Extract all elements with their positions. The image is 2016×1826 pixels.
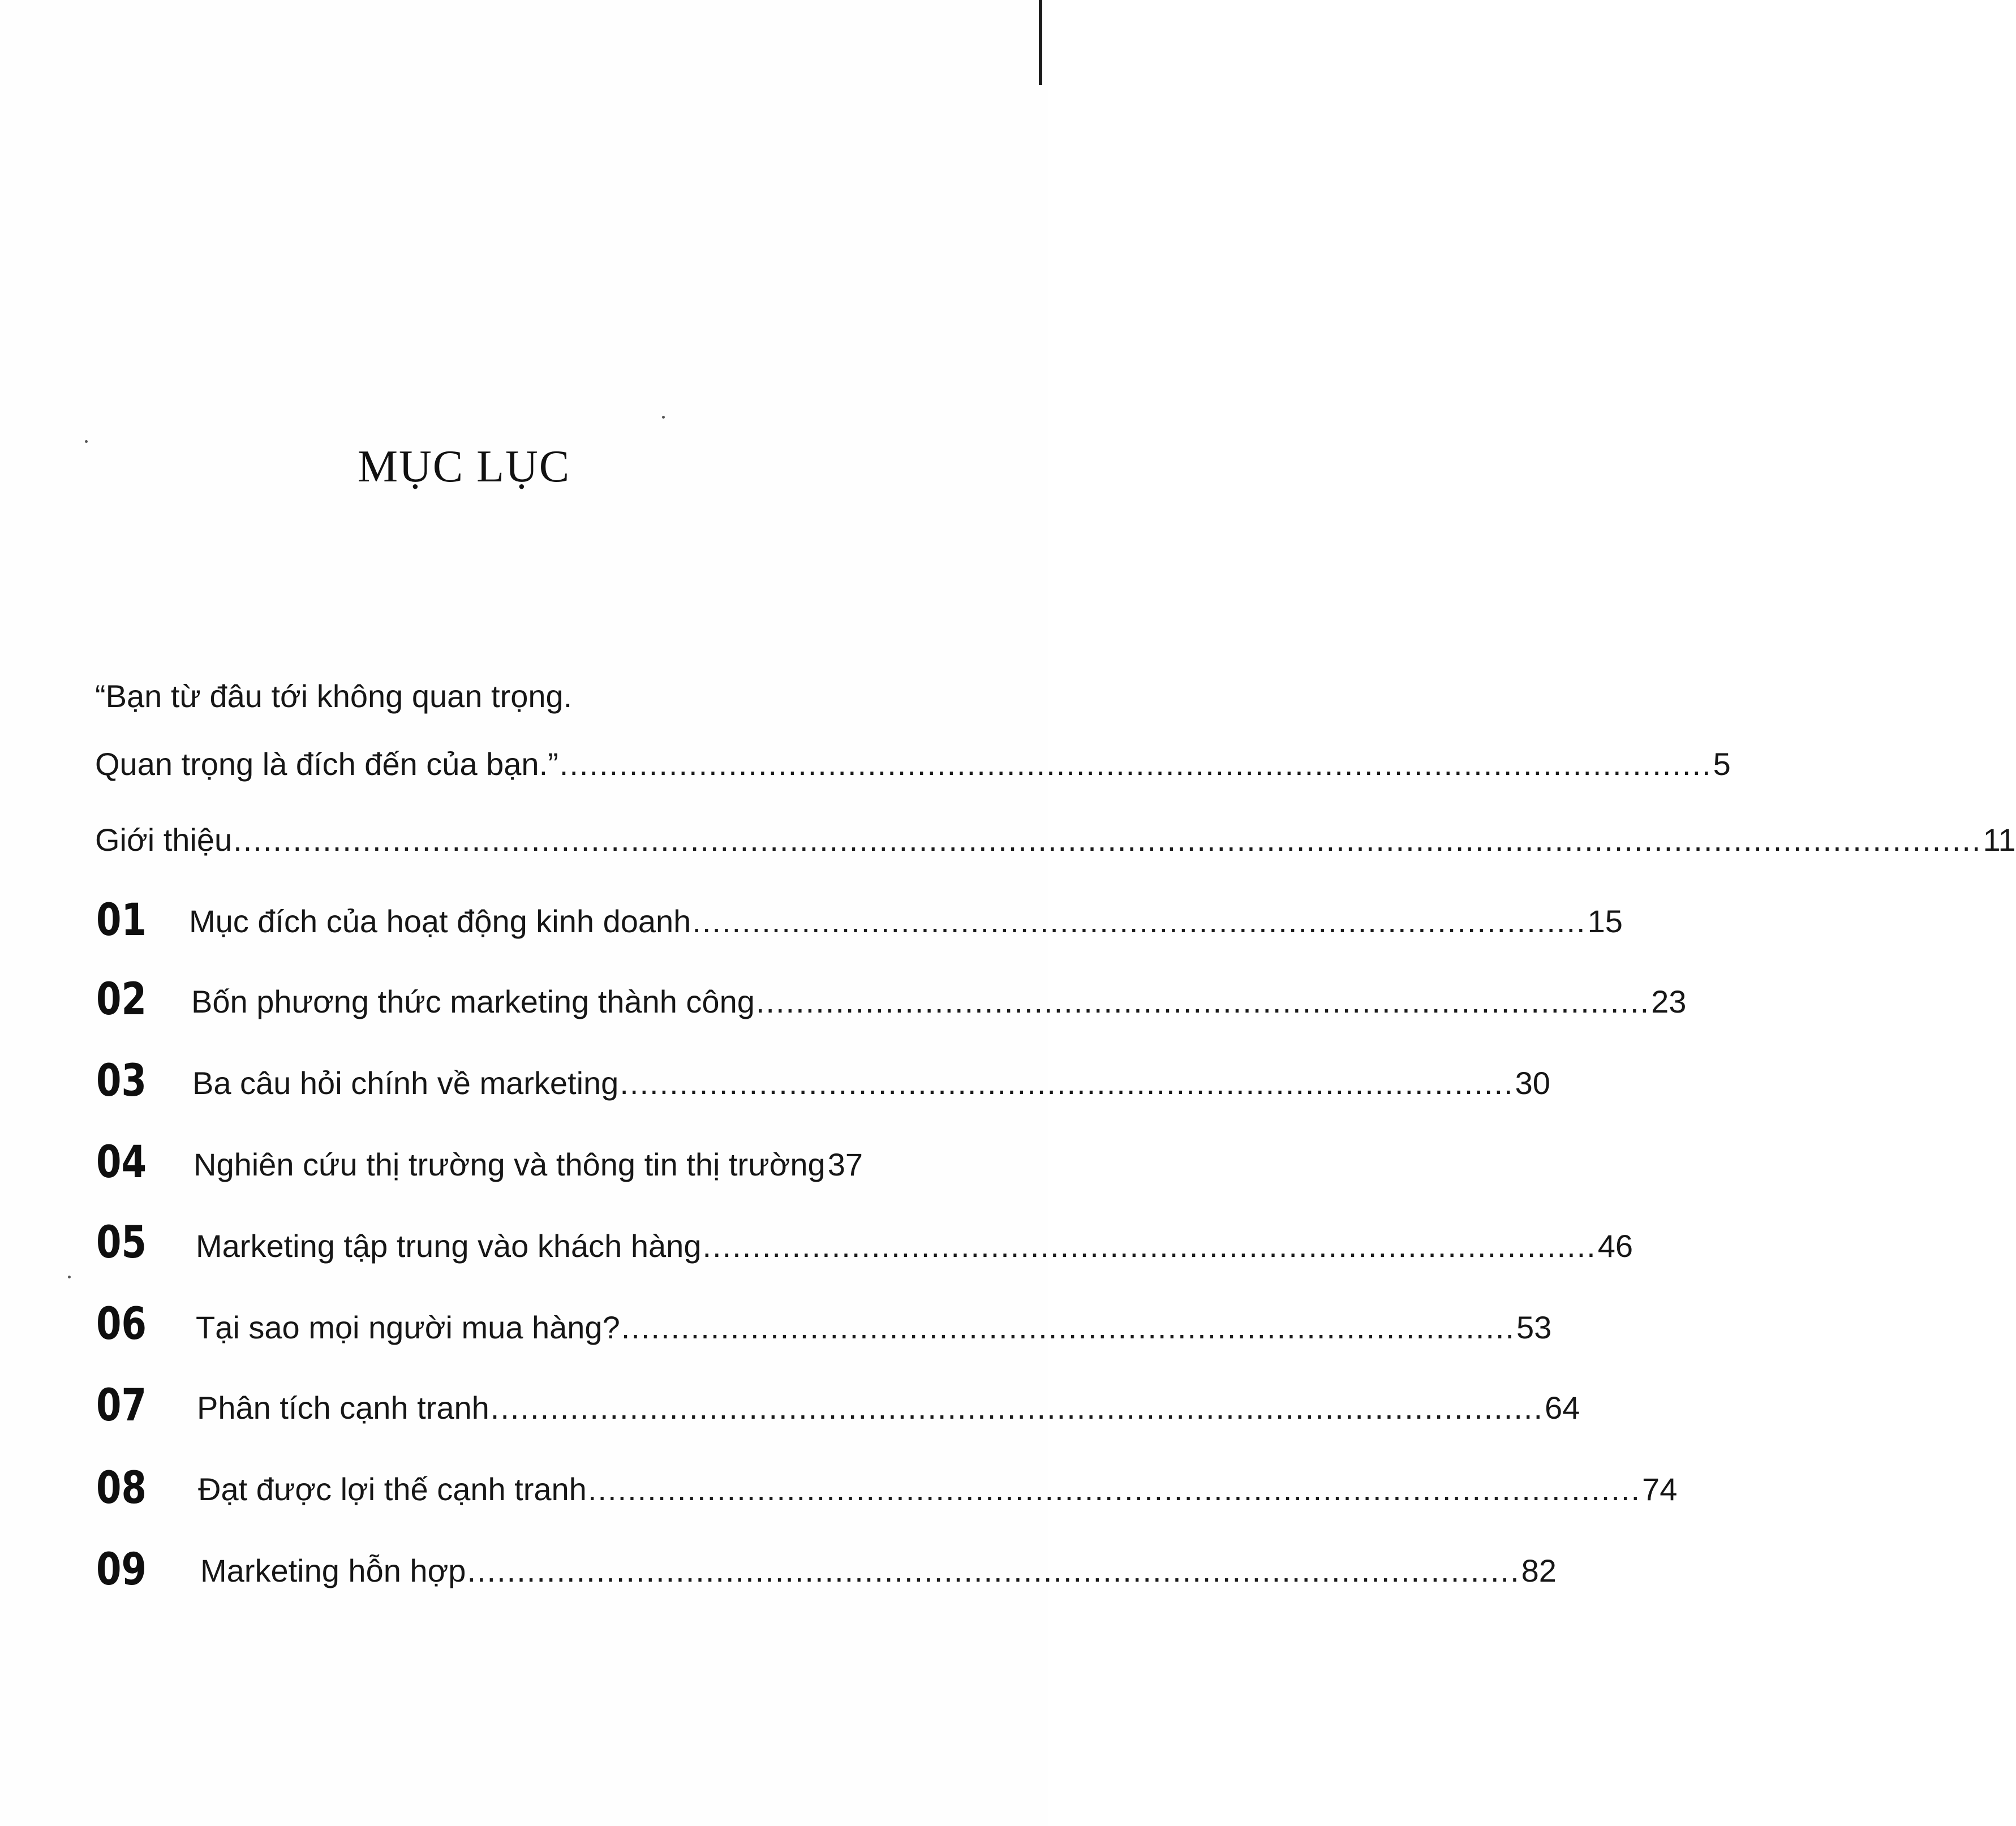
chapter-number: 07 (96, 1380, 147, 1431)
toc-chapter-row[interactable] (197, 1389, 1580, 1426)
chapter-number: 01 (96, 895, 147, 946)
leader-dots: ................................................................................................................................................................................ (233, 822, 1982, 858)
chapter-page: 74 (1642, 1471, 1678, 1507)
chapter-number: 05 (96, 1217, 147, 1268)
chapter-number: 03 (96, 1056, 147, 1106)
toc-chapter-row[interactable] (198, 1471, 1678, 1508)
chapter-title: Marketing tập trung vào khách hàng (196, 1228, 702, 1264)
chapter-title: Ba câu hỏi chính về marketing (192, 1065, 619, 1101)
leader-dots: .......................................................................................... (755, 984, 1650, 1019)
scan-speck (68, 1276, 71, 1278)
chapter-page: 37 (827, 1147, 863, 1182)
toc-intro-label: Giới thiệu (95, 822, 233, 858)
chapter-title: Phân tích cạnh tranh (197, 1390, 489, 1426)
toc-chapter-row[interactable] (192, 1065, 1550, 1101)
toc-quote-page: 5 (1713, 746, 1731, 782)
chapter-page: 82 (1521, 1553, 1557, 1588)
chapter-number: 06 (96, 1299, 147, 1350)
leader-dots: .......................................................................................................... (587, 1471, 1641, 1507)
chapter-page: 64 (1545, 1390, 1580, 1426)
toc-chapter-row[interactable] (189, 903, 1623, 940)
chapter-title: Bốn phương thức marketing thành công (191, 984, 755, 1019)
leader-dots: .......................................................................................................... (467, 1553, 1520, 1588)
leader-dots: .......................................................................................................... (490, 1390, 1544, 1426)
toc-chapter-row[interactable] (196, 1309, 1552, 1346)
chapter-title: Nghiên cứu thị trường và thông tin thị trường (194, 1147, 826, 1182)
chapter-title: Tại sao mọi người mua hàng? (196, 1310, 620, 1345)
toc-intro-row[interactable] (95, 821, 2016, 858)
chapter-title: Đạt được lợi thế cạnh tranh (198, 1471, 587, 1507)
leader-dots: .......................................................................................... (620, 1065, 1514, 1101)
page-edge-shadow (1039, 0, 1042, 85)
chapter-number: 08 (96, 1463, 147, 1514)
toc-quote-row[interactable] (95, 746, 1731, 782)
leader-dots: .................................................................................................................... (559, 746, 1712, 782)
toc-intro-page: 11 (1983, 822, 2016, 858)
toc-quote-line-1: “Bạn từ đâu tới không quan trọng. (95, 678, 573, 714)
chapter-page: 23 (1651, 984, 1687, 1019)
toc-quote-line-2: Quan trọng là đích đến của bạn.” (95, 746, 558, 782)
chapter-page: 53 (1516, 1310, 1552, 1345)
chapter-number: 02 (96, 974, 147, 1025)
chapter-number: 04 (96, 1137, 147, 1188)
chapter-title: Marketing hỗn hợp (200, 1553, 466, 1588)
toc-heading: MỤC LỤC (357, 442, 571, 492)
chapter-page: 46 (1597, 1228, 1634, 1264)
chapter-number: 09 (96, 1544, 147, 1595)
chapter-page: 30 (1515, 1065, 1550, 1101)
toc-chapter-row[interactable] (196, 1228, 1634, 1264)
leader-dots: .......................................................................................... (702, 1228, 1597, 1264)
scan-speck (662, 416, 665, 419)
toc-chapter-row[interactable] (191, 983, 1687, 1020)
leader-dots: .......................................................................................... (621, 1310, 1515, 1345)
chapter-page: 15 (1587, 903, 1623, 939)
chapter-title: Mục đích của hoạt động kinh doanh (189, 903, 691, 939)
toc-chapter-row[interactable] (194, 1146, 863, 1183)
leader-dots: .......................................................................................... (692, 903, 1587, 939)
toc-chapter-row[interactable] (200, 1552, 1557, 1589)
